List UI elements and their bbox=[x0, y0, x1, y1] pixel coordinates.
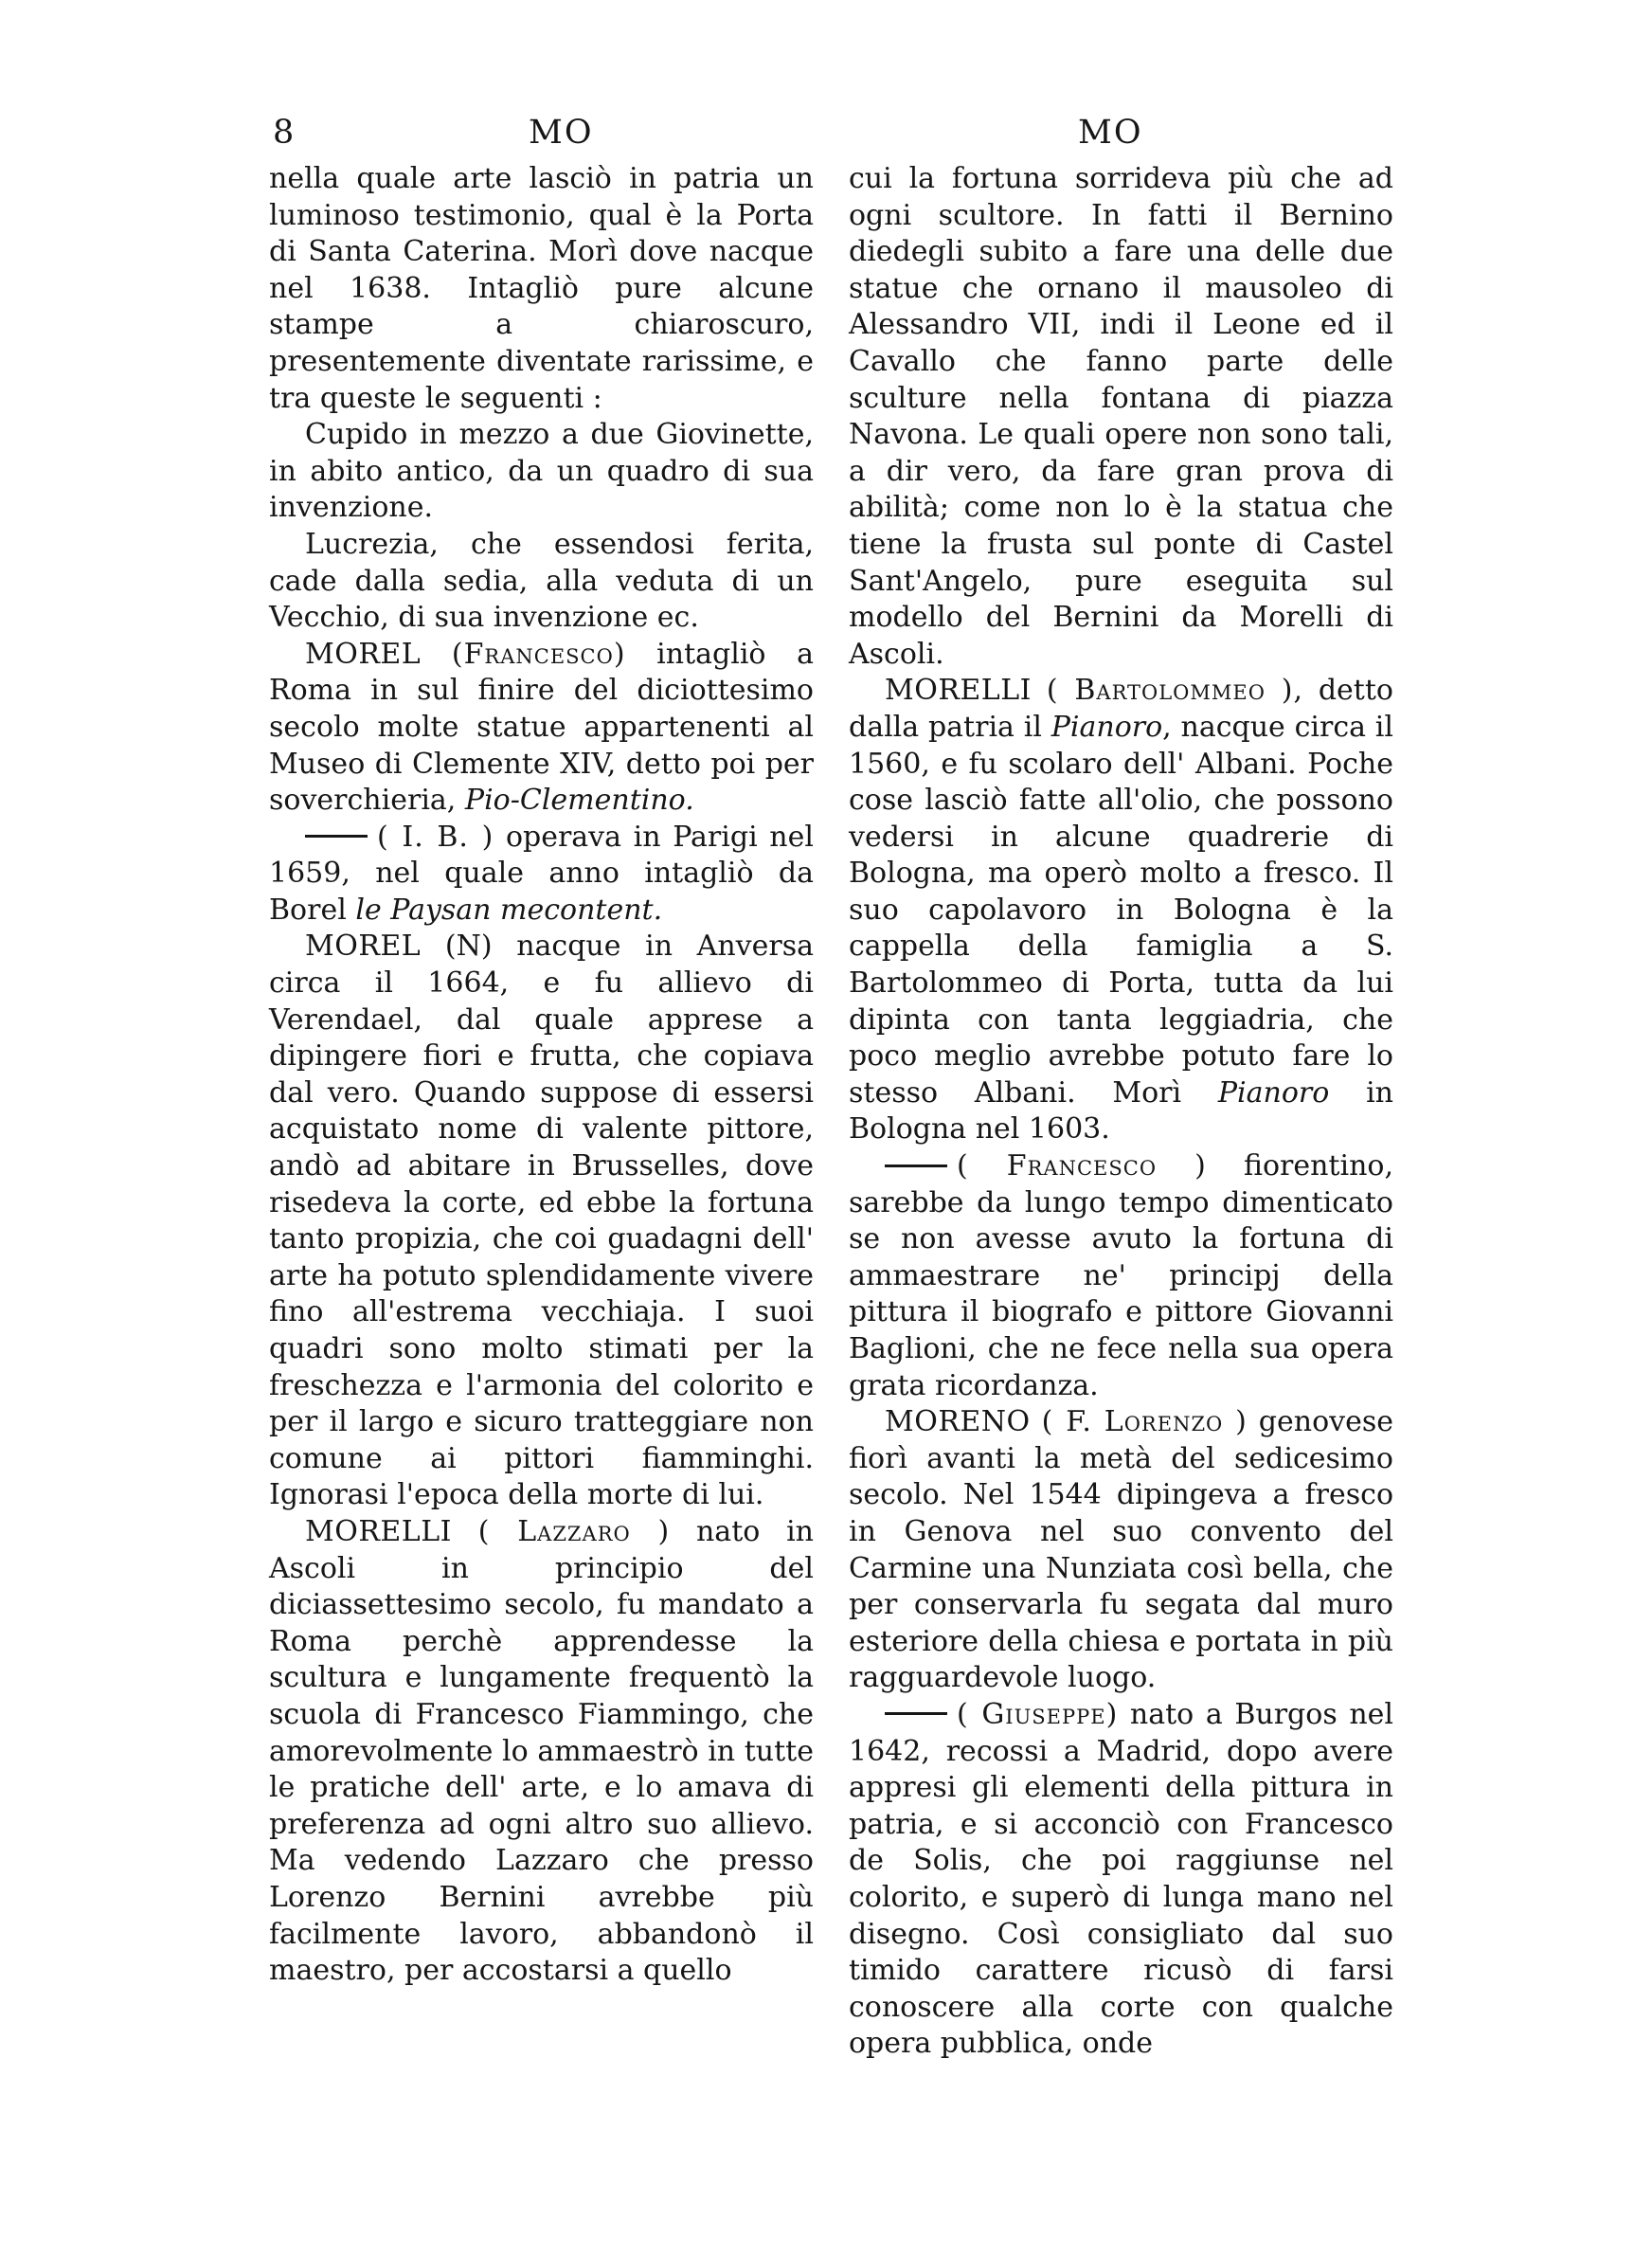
left-column bbox=[269, 161, 814, 1990]
page-number: 8 bbox=[273, 114, 295, 152]
entry-given-name: ( F. Lorenzo ) bbox=[1041, 1405, 1248, 1439]
entry-given-name: ( Bartolommeo ), bbox=[1046, 674, 1304, 708]
entry-morel-n bbox=[269, 929, 814, 1514]
entry-italic-name: Pianoro bbox=[1217, 1075, 1330, 1110]
entry-name: MOREL bbox=[305, 930, 422, 964]
entry-name: MORELLI bbox=[885, 674, 1032, 708]
entry-moreno-giuseppe bbox=[849, 1697, 1393, 2063]
entry-given-name: ( Lazzaro ) bbox=[477, 1514, 671, 1548]
print-item-lucrezia: Lucrezia, che essendosi ferita, cade dalla sedia, alla veduta di un Vecchio, di sua invenzione ec. bbox=[269, 527, 814, 635]
entry-given-name: (Francesco) bbox=[451, 637, 626, 671]
paragraph-continuation: nella quale arte lasciò in patria un luminoso testimonio, qual è la Porta di Santa Caterina. Morì dove nacque nel 1638. Intagliò pure alcune stampe a chiaroscuro, presentemente diventate rarissime, e tra queste le seguenti : bbox=[269, 162, 814, 415]
entry-morel-ib bbox=[269, 820, 814, 930]
running-head bbox=[273, 112, 1410, 153]
entry-given-name: ( Francesco ) bbox=[957, 1149, 1207, 1183]
running-title-left: MO bbox=[529, 114, 594, 152]
right-column bbox=[849, 161, 1393, 2063]
entry-text: in Bologna nel 1603. bbox=[849, 1075, 1393, 1147]
entry-morelli-francesco bbox=[849, 1148, 1393, 1404]
entry-italic-name: Pianoro bbox=[1050, 710, 1163, 744]
entry-text: detto dalla patria il bbox=[849, 674, 1393, 744]
repeat-name-dash bbox=[885, 1712, 947, 1715]
entry-text: operava in Parigi nel 1659, nel quale anno intagliò da Borel bbox=[269, 820, 814, 927]
entry-text: , nacque circa il 1560, e fu scolaro dell' Albani. Poche cose lasciò fatte all'olio, che possono vedersi in alcune quadrerie di Bologna, ma operò molto a fresco. Il suo capolavoro in Bologna è la cappella della famiglia a S. Bartolommeo di Porta, tutta da lui dipinta con tanta leggiadria, che poco meglio avrebbe potuto fare lo stesso Albani. Morì bbox=[849, 710, 1393, 1110]
entry-text: fiorentino, sarebbe da lungo tempo dimenticato se non avesse avuto la fortuna di ammaestrare ne' principj della pittura il biografo e pittore Giovanni Baglioni, che ne fece nella sua opera grata ricordanza. bbox=[849, 1149, 1393, 1402]
entry-given-name: ( I. B. ) bbox=[377, 820, 494, 854]
entry-name: MOREL bbox=[305, 637, 422, 671]
print-item-cupido: Cupido in mezzo a due Giovinette, in abito antico, da un quadro di sua invenzione. bbox=[269, 418, 814, 525]
repeat-name-dash bbox=[885, 1165, 947, 1167]
entry-text: nato in Ascoli in principio del diciassettesimo secolo, fu mandato a Roma perchè apprendesse la scultura e lungamente frequentò la scuola di Francesco Fiammingo, che amorevolmente lo ammaestrò in tutte le pratiche dell' arte, e lo amava di preferenza ad ogni altro suo allievo. Ma vedendo Lazzaro che presso Lorenzo Bernini avrebbe più facilmente lavoro, abbandonò il maestro, per accostarsi a quello bbox=[269, 1514, 814, 1988]
entry-text: genovese fiorì avanti la metà del sedicesimo secolo. Nel 1544 dipingeva a fresco in Genova nel suo convento del Carmine una Nunziata così bella, che per conservarla fu segata dal muro esteriore della chiesa e portata in più ragguardevole luogo. bbox=[849, 1405, 1393, 1695]
entry-given-name: (N) bbox=[444, 930, 493, 964]
entry-text: nato a Burgos nel 1642, recossi a Madrid, dopo avere appresi gli elementi della pittura in patria, e si acconciò con Francesco de Solis, che poi raggiunse nel colorito, e superò di lunga mano nel disegno. Così consigliato dal suo timido carattere ricusò di farsi conoscere alla corte con qualche opera pubblica, onde bbox=[849, 1697, 1394, 2061]
entry-italic-title: le Paysan mecontent. bbox=[355, 893, 663, 927]
running-title-right: MO bbox=[1078, 114, 1143, 152]
entry-morelli-lazzaro bbox=[269, 1514, 814, 1990]
entry-italic-title: Pio-Clementino. bbox=[464, 784, 694, 818]
entry-text: intagliò a Roma in sul finire del diciottesimo secolo molte statue appartenenti al Museo di Clemente XIV, detto poi per soverchieria, bbox=[269, 637, 814, 818]
entry-name: MORELLI bbox=[305, 1514, 452, 1548]
entry-text: nacque in Anversa circa il 1664, e fu allievo di Verendael, dal quale apprese a dipingere fiori e frutta, che copiava dal vero. Quando suppose di essersi acquistato nome di valente pittore, andò ad abitare in Brusselles, dove risedeva la corte, ed ebbe la fortuna tanto propizia, che coi guadagni dell' arte ha potuto splendidamente vivere fino all'estrema vecchiaja. I suoi quadri sono molto stimati per la freschezza e l'armonia del colorito e per il largo e sicuro tratteggiare non comune ai pittori fiamminghi. Ignorasi l'epoca della morte di lui. bbox=[269, 930, 814, 1512]
entry-given-name: ( Giuseppe) bbox=[957, 1697, 1119, 1731]
entry-morel-francesco bbox=[269, 637, 814, 820]
entry-morelli-bartolommeo bbox=[849, 673, 1393, 1148]
repeat-name-dash bbox=[305, 835, 368, 838]
paragraph-continuation: cui la fortuna sorrideva più che ad ogni scultore. In fatti il Bernino diedegli subito a fare una delle due statue che ornano il mausoleo di Alessandro VII, indi il Leone ed il Cavallo che fanno parte delle sculture nella fontana di piazza Navona. Le quali opere non sono tali, a dir vero, da fare gran prova di abilità; come non lo è la statua che tiene la frusta sul ponte di Castel Sant'Angelo, pure eseguita sul modello del Bernini da Morelli di Ascoli. bbox=[849, 162, 1393, 671]
entry-name: MORENO bbox=[885, 1405, 1031, 1439]
entry-moreno-lorenzo bbox=[849, 1404, 1393, 1697]
